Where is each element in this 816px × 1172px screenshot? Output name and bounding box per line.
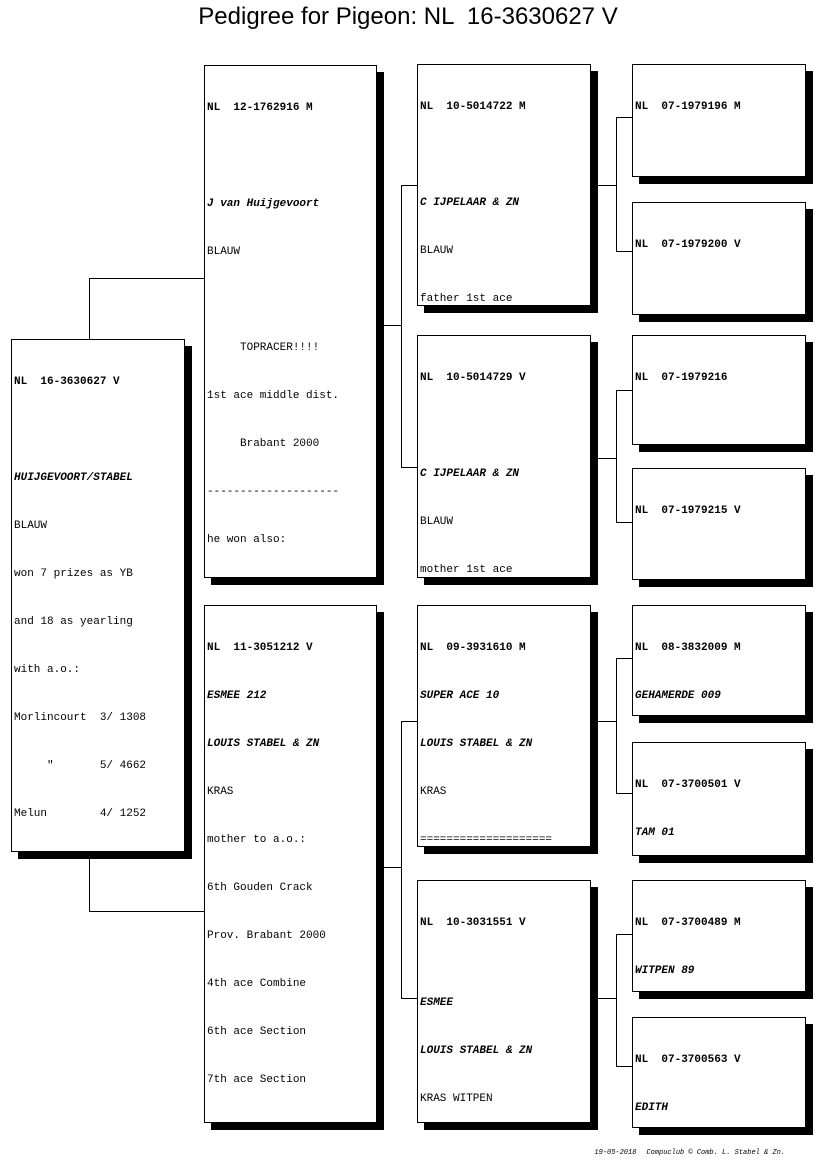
owner-name: TAM 01 bbox=[635, 827, 675, 839]
footer-copyright: Compuclub © Comb. L. Stabel & Zn. bbox=[646, 1149, 786, 1157]
pigeon-card-father bbox=[204, 65, 377, 578]
card-line bbox=[207, 292, 376, 308]
footer-date: 19-05-2018 bbox=[594, 1149, 637, 1157]
card-line: KRAS bbox=[207, 786, 234, 798]
card-line: LOUIS STABEL & ZN bbox=[420, 738, 533, 750]
pigeon-card-mother bbox=[204, 605, 377, 1123]
pigeon-card-fmf bbox=[632, 335, 806, 445]
pigeon-card-mmf bbox=[632, 880, 806, 992]
footer bbox=[586, 1138, 785, 1158]
card-line: BLAUW bbox=[14, 520, 48, 532]
ring-number: NL 07-1979200 V bbox=[635, 239, 741, 251]
card-line: 7th ace Section bbox=[207, 1074, 307, 1086]
owner-name: HUIJGEVOORT/STABEL bbox=[14, 472, 133, 484]
card-line: LOUIS STABEL & ZN bbox=[420, 1045, 533, 1057]
card-line: and 18 as yearling bbox=[14, 616, 133, 628]
card-line: -------------------- bbox=[207, 486, 340, 498]
owner-name: ESMEE 212 bbox=[207, 690, 267, 702]
card-line: KRAS bbox=[420, 786, 447, 798]
pigeon-card-subject bbox=[11, 339, 185, 852]
ring-number: NL 09-3931610 M bbox=[420, 642, 526, 654]
card-line bbox=[207, 1120, 376, 1123]
card-line: 6th ace Section bbox=[207, 1026, 307, 1038]
ring-number: NL 16-3630627 V bbox=[14, 376, 120, 388]
card-line: ==================== bbox=[420, 834, 553, 846]
pigeon-card-mfm bbox=[632, 742, 806, 856]
card-line: " 5/ 4662 bbox=[14, 760, 147, 772]
ring-number: NL 10-5014729 V bbox=[420, 372, 526, 384]
pigeon-card-fmm bbox=[632, 468, 806, 580]
ring-number: NL 10-5014722 M bbox=[420, 101, 526, 113]
pigeon-card-mf bbox=[417, 605, 591, 847]
ring-number: NL 10-3031551 V bbox=[420, 917, 526, 929]
card-line: won 7 prizes as YB bbox=[14, 568, 133, 580]
card-line: with a.o.: bbox=[14, 664, 81, 676]
card-line: Melun 4/ 1252 bbox=[14, 808, 147, 820]
card-line: Prov. Brabant 2000 bbox=[207, 930, 326, 942]
pigeon-card-mff bbox=[632, 605, 806, 716]
card-line: he won also: bbox=[207, 534, 287, 546]
pigeon-card-mmm bbox=[632, 1017, 806, 1128]
ring-number: NL 07-3700563 V bbox=[635, 1054, 741, 1066]
card-line: mother to a.o.: bbox=[207, 834, 307, 846]
card-line: 6th Gouden Crack bbox=[207, 882, 313, 894]
pigeon-card-mm bbox=[417, 880, 591, 1123]
ring-number: NL 12-1762916 M bbox=[207, 102, 313, 114]
ring-number: NL 11-3051212 V bbox=[207, 642, 313, 654]
owner-name: ESMEE bbox=[420, 997, 454, 1009]
ring-number: NL 07-1979216 bbox=[635, 372, 728, 384]
card-line: TOPRACER!!!! bbox=[207, 342, 320, 354]
pigeon-card-fm bbox=[417, 335, 591, 578]
card-line: Morlincourt 3/ 1308 bbox=[14, 712, 147, 724]
ring-number: NL 07-3700501 V bbox=[635, 779, 741, 791]
owner-name: C IJPELAAR & ZN bbox=[420, 197, 520, 209]
card-line: BLAUW bbox=[207, 246, 241, 258]
card-line: 4th ace Combine bbox=[207, 978, 307, 990]
owner-name: EDITH bbox=[635, 1102, 669, 1114]
ring-number: NL 08-3832009 M bbox=[635, 642, 741, 654]
owner-name: WITPEN 89 bbox=[635, 965, 695, 977]
card-line: LOUIS STABEL & ZN bbox=[207, 738, 320, 750]
owner-name: SUPER ACE 10 bbox=[420, 690, 500, 702]
card-line: mother 1st ace bbox=[420, 564, 513, 576]
card-line: father 1st ace bbox=[420, 293, 513, 305]
owner-name: GEHAMERDE 009 bbox=[635, 690, 721, 702]
owner-name: C IJPELAAR & ZN bbox=[420, 468, 520, 480]
card-line: 1st ace middle dist. bbox=[207, 390, 340, 402]
ring-number: NL 07-1979196 M bbox=[635, 101, 741, 113]
pigeon-card-fff bbox=[632, 64, 806, 177]
page-title: Pedigree for Pigeon: NL 16-3630627 V bbox=[198, 3, 618, 30]
card-line: BLAUW bbox=[420, 516, 454, 528]
card-line: KRAS WITPEN bbox=[420, 1093, 493, 1105]
ring-number: NL 07-1979215 V bbox=[635, 505, 741, 517]
owner-name: J van Huijgevoort bbox=[207, 198, 320, 210]
pigeon-card-ff bbox=[417, 64, 591, 306]
ring-number: NL 07-3700489 M bbox=[635, 917, 741, 929]
pigeon-card-ffm bbox=[632, 202, 806, 315]
card-line: BLAUW bbox=[420, 245, 454, 257]
card-line: Brabant 2000 bbox=[207, 438, 320, 450]
